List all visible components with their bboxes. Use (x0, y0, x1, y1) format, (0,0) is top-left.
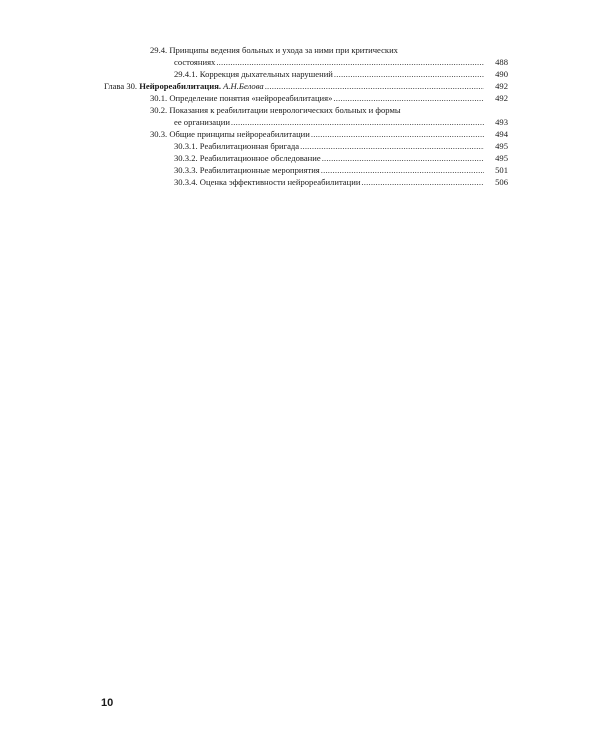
toc-entry-30-3-3 (174, 164, 508, 176)
leader-dots (321, 164, 484, 176)
toc-page-number: 495 (495, 153, 508, 163)
toc-entry-text: 30.1. Определение понятия «нейрореабилитация» (150, 93, 333, 103)
toc-entry-text: 30.3. Общие принципы нейрореабилитации (150, 129, 310, 139)
toc-entry-text: 30.2. Показания к реабилитации неврологических больных и формы (150, 105, 401, 115)
toc-page-number: 506 (495, 177, 508, 187)
toc-entry-text: 29.4. Принципы ведения больных и ухода за ними при критических (150, 45, 398, 55)
leader-dots (322, 152, 484, 164)
page-number: 10 (101, 697, 114, 709)
chapter-heading (104, 80, 264, 92)
leader-dots (311, 128, 484, 140)
toc-page-number: 501 (495, 165, 508, 175)
toc-page-number: 492 (495, 81, 508, 91)
toc-page-number: 494 (495, 129, 508, 139)
chapter-title: Нейрореабилитация. (139, 81, 221, 91)
toc-entry-text: ее организации (174, 117, 230, 127)
toc-page-number: 492 (495, 93, 508, 103)
leader-dots (334, 68, 484, 80)
leader-dots (265, 80, 484, 92)
toc-entry-30-3-4 (174, 176, 508, 188)
chapter-author: А.Н.Белова (223, 81, 264, 91)
toc-entry-text: 30.3.4. Оценка эффективности нейрореабилитации (174, 177, 361, 187)
toc-entry-30-1 (150, 92, 508, 104)
toc-page-number: 490 (495, 69, 508, 79)
toc-chapter-30 (104, 80, 508, 92)
leader-dots (216, 56, 484, 68)
leader-dots (361, 176, 484, 188)
toc-entry-29-4 (150, 44, 398, 56)
toc-entry-29-4-1 (174, 68, 508, 80)
toc-entry-29-4-cont (174, 56, 508, 68)
toc-entry-text: 29.4.1. Коррекция дыхательных нарушений (174, 69, 333, 79)
toc-page-number: 495 (495, 141, 508, 151)
toc-entry-30-3-2 (174, 152, 508, 164)
leader-dots (300, 140, 484, 152)
toc-entry-text: 30.3.2. Реабилитационное обследование (174, 153, 321, 163)
toc-entry-text: 30.3.3. Реабилитационные мероприятия (174, 165, 320, 175)
leader-dots (333, 92, 484, 104)
toc-entry-30-3-1 (174, 140, 508, 152)
leader-dots (231, 116, 484, 128)
chapter-prefix: Глава 30. (104, 81, 138, 91)
toc-entry-30-2-cont (174, 116, 508, 128)
toc-entry-30-2 (150, 104, 401, 116)
toc-entry-30-3 (150, 128, 508, 140)
toc-page-number: 488 (495, 57, 508, 67)
toc-entry-text: состояниях (174, 57, 216, 67)
toc-page-number: 493 (495, 117, 508, 127)
toc-entry-text: 30.3.1. Реабилитационная бригада (174, 141, 300, 151)
table-of-contents (0, 0, 600, 200)
